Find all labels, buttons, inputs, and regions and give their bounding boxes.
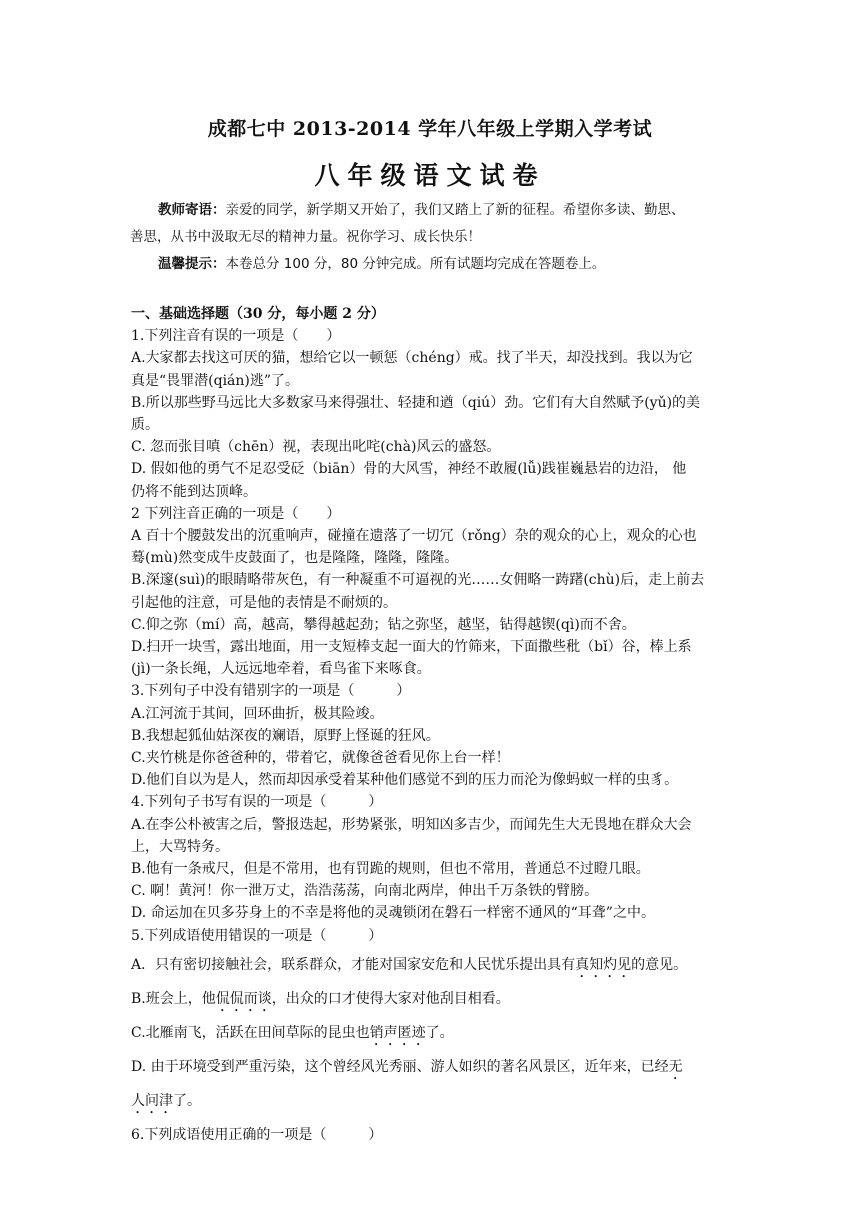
teacher-message-label: 教师寄语：	[158, 202, 226, 218]
teacher-message-text-2: 善思，从书中汲取无尽的精神力量。祝你学习、成长快乐！	[130, 229, 481, 245]
question-line: B.我想起狐仙姑深夜的斓语，原野上怪诞的狂风。	[131, 727, 440, 744]
q5-option-text: A．只有密切接触社会，联系群众，才能对国家安危和人民忧乐提出具有	[131, 956, 576, 973]
question-line: 真是“畏罪潜(qián)逃”了。	[131, 372, 300, 389]
question-line: 5.下列成语使用错误的一项是（ ）	[131, 927, 383, 944]
q5-option	[131, 1090, 741, 1117]
question-line: 蓦(mù)然变成牛皮鼓面了，也是隆隆，隆隆，隆隆。	[131, 550, 459, 567]
question-line: C. 啊！黄河！你一泄万丈，浩浩荡荡，向南北两岸，伸出千万条铁的臂膀。	[131, 883, 599, 900]
q5-option-marked-phrase: 人问津	[131, 1092, 173, 1109]
q5-option-text-tail: 了。	[173, 1092, 201, 1109]
question-line: 4.下列句子书写有误的一项是（ ）	[131, 794, 383, 811]
question-line: A.大家都去找这可厌的猫，想给它以一顿惩（chéng）戒。找了半天，却没找到。我以为它	[131, 350, 693, 367]
question-line: D.扫开一块雪，露出地面，用一支短棒支起一面大的竹筛来，下面撒些秕（bǐ）谷，棒上系	[131, 639, 692, 656]
question-line: 引起他的注意，可是他的表情是不耐烦的。	[131, 594, 397, 611]
question-line: (jì)一条长绳，人远远地牵着，看鸟雀下来啄食。	[131, 661, 431, 678]
question-line: 1.下列注音有误的一项是（ ）	[131, 328, 341, 345]
q5-option	[131, 954, 741, 981]
q5-options	[131, 954, 741, 1117]
tip-label: 温馨提示：	[158, 256, 226, 272]
question-line: C.仰之弥（mí）高，越高，攀得越起劲；钻之弥坚，越坚，钻得越锲(qì)而不舍。	[131, 616, 636, 633]
question-line: A.江河流于其间，回环曲折，极其险竣。	[131, 705, 384, 722]
q5-option	[131, 1022, 741, 1049]
teacher-message-text-1: 亲爱的同学，新学期又开始了，我们又踏上了新的征程。希望你多读、勤思、	[225, 202, 685, 218]
q5-option-text: B.班会上，他	[131, 990, 216, 1007]
question-line: B.他有一条戒尺，但是不常用，也有罚跪的规则，但也不常用，普通总不过瞪几眼。	[131, 861, 650, 878]
question-line: 仍将不能到达顶峰。	[131, 483, 257, 500]
question-lines	[131, 325, 741, 947]
question-line: 上，大骂特务。	[131, 838, 229, 855]
question-line: 质。	[131, 417, 159, 434]
question-line: B.所以那些野马远比大多数家马来得强壮、轻捷和遒（qiú）劲。它们有大自然赋予(yǔ)的美	[131, 394, 701, 411]
question-line: B.深邃(suì)的眼睛略带灰色，有一种凝重不可逼视的光……女佣略一踌躇(chù)后，走上前去	[131, 572, 705, 589]
q5-option-text-tail: 的意见。	[631, 956, 688, 973]
q5-option-text: D. 由于环境受到严重污染，这个曾经风光秀丽、游人如织的著名风景区，近年来，已经	[131, 1058, 669, 1075]
q5-option-text-tail: ，出众的口才使得大家对他刮目相看。	[271, 990, 510, 1007]
question-line: D. 假如他的勇气不足忍受砭（biān）骨的大风雪，神经不敢履(lǚ)践崔巍悬岩的边沿， 他	[131, 461, 687, 478]
question-6: 6.下列成语使用正确的一项是（ ）	[131, 1126, 383, 1143]
question-line: C. 忽而张目嗔（chēn）视，表现出叱咤(chà)风云的盛怒。	[131, 439, 501, 456]
tip-text: 本卷总分 100 分，80 分钟完成。所有试题均完成在答题卷上。	[225, 256, 606, 272]
question-line: 3.下列句子中没有错别字的一项是（ ）	[131, 683, 411, 700]
section-heading: 一、基础选择题（30 分，每小题 2 分）	[131, 306, 385, 322]
teacher-message	[130, 197, 740, 251]
tip-message	[130, 251, 740, 278]
question-line: A 百十个腰鼓发出的沉重响声，碰撞在遗落了一切冗（rǒng）杂的观众的心上，观众的心也	[131, 528, 697, 545]
q5-option-marked-phrase: 侃侃而谈	[215, 990, 272, 1007]
q5-option-marked-phrase: 无	[668, 1058, 683, 1075]
q5-option	[131, 988, 741, 1015]
q5-option-text-tail: 了。	[425, 1024, 454, 1041]
question-line: 2 下列注音正确的一项是（ ）	[131, 505, 341, 522]
q5-option-text: C.北雁南飞，活跃在田间草际的昆虫也	[131, 1024, 370, 1041]
q5-option-marked-phrase: 真知灼见	[575, 956, 632, 973]
question-line: D.他们自以为是人，然而却因承受着某种他们感觉不到的压力而沦为像蚂蚁一样的虫豸。	[131, 772, 679, 789]
question-line: D. 命运加在贝多芬身上的不幸是将他的灵魂锁闭在磐石一样密不通风的“耳聋”之中。	[131, 905, 655, 922]
q5-option	[131, 1056, 741, 1083]
question-line: C.夹竹桃是你爸爸种的，带着它，就像爸爸看见你上台一样！	[131, 750, 510, 767]
question-body	[131, 303, 741, 1146]
exam-title: 成都七中 2013-2014 学年八年级上学期入学考试	[207, 118, 653, 140]
question-line: A.在李公朴被害之后，警报迭起，形势紧张，明知凶多吉少，而闻先生大无畏地在群众大会	[131, 816, 692, 833]
q5-option-marked-phrase: 销声匿迹	[369, 1024, 426, 1041]
exam-subtitle: 八年级语文试卷	[314, 161, 546, 190]
